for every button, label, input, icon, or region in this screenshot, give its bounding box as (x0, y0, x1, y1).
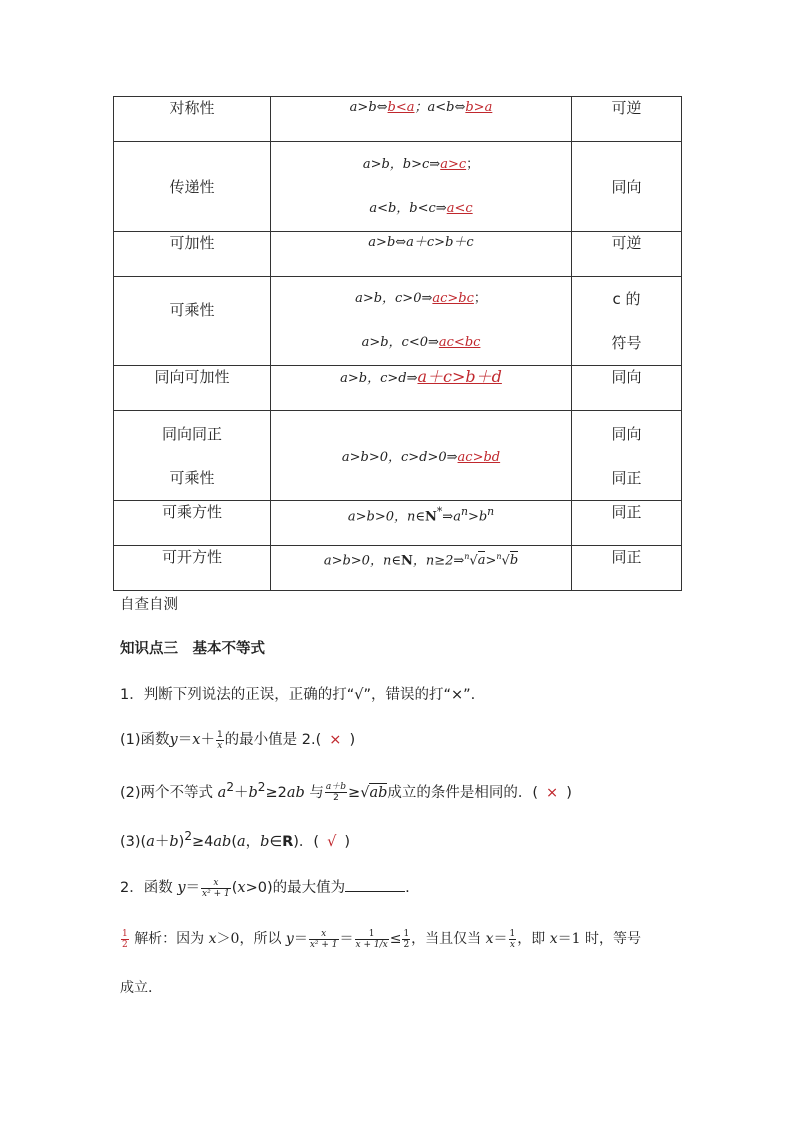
property-name: 可开方性 (114, 546, 271, 591)
answer-mark: × (546, 784, 559, 801)
question-1-item-1: (1)函数y＝x＋ $\frac{1}{x}$ 的最小值是 2.( × ) (120, 729, 356, 751)
property-name: 可乘性 (114, 277, 271, 366)
table-row (114, 546, 682, 591)
property-rule: a>b，b>c⇒a>c； a<b，b<c⇒a<c (271, 142, 572, 232)
property-direction: c 的 符号 (572, 277, 682, 366)
property-name: 传递性 (114, 142, 271, 232)
table-row (114, 411, 682, 501)
table-row (114, 366, 682, 411)
table-row (114, 142, 682, 232)
property-direction: 同向 (572, 366, 682, 411)
answer-mark: √ (327, 833, 337, 850)
property-direction: 同向 同正 (572, 411, 682, 501)
property-rule: a>b>0，n∈N，n≥2⇒$^n$√a>$^n$√b (271, 546, 572, 591)
property-rule: a>b⇔a＋c>b＋c (271, 232, 572, 277)
inequality-properties-table (113, 96, 682, 591)
solution-line-2: 成立. (120, 980, 153, 996)
property-direction: 同正 (572, 546, 682, 591)
question-2: 2．函数 y＝ $\frac{x}{\text{x² + 1}}$ (x>0)的最大值为 . (120, 877, 410, 899)
property-direction: 可逆 (572, 232, 682, 277)
answer-mark: × (329, 732, 342, 748)
table-row (114, 277, 682, 366)
property-rule: a>b，c>d⇒a＋c>b＋d (271, 366, 572, 411)
property-rule: a>b⇔b<a；a<b⇔b>a (271, 97, 572, 142)
table-row (114, 232, 682, 277)
solution-line-1: $\frac{1}{2}$ 解析：因为 x＞0，所以 y＝ $\frac{x}{\text{x² + 1}}$ ＝ $\frac{1}{x + 1/x}$ ≤ $\frac{1}{2}$ ，当且仅当 x＝ $\frac{1}{x}$ ，即 x＝1 时，等号 (122, 928, 641, 950)
property-direction: 可逆 (572, 97, 682, 142)
question-1-item-2: (2)两个不等式 $a^2+b^2\ge 2ab$ 与 $\frac{a+b}{2}$ ≥√ab成立的条件是相同的．( × ) (120, 780, 572, 804)
property-direction: 同正 (572, 501, 682, 546)
table-row (114, 501, 682, 546)
property-name: 同向同正 可乘性 (114, 411, 271, 501)
question-1-stem: 1．判断下列说法的正误，正确的打“√”，错误的打“×”. (120, 687, 476, 703)
property-direction: 同向 (572, 142, 682, 232)
property-rule: a>b>0，c>d>0⇒ac>bd (271, 411, 572, 501)
property-name: 同向可加性 (114, 366, 271, 411)
question-1-item-3: $(3)(a+b)^2\ge 4ab(a$，b∈R)．( √ ) (120, 829, 351, 850)
property-name: 对称性 (114, 97, 271, 142)
answer-blank (345, 877, 405, 892)
property-name: 可乘方性 (114, 501, 271, 546)
answer-fraction: $\frac{1}{2}$ (122, 928, 128, 950)
property-name: 可加性 (114, 232, 271, 277)
property-rule: a>b，c>0⇒ac>bc； a>b，c<0⇒ac<bc (271, 277, 572, 366)
self-check-heading: 自查自测 (120, 597, 178, 613)
table-row (114, 97, 682, 142)
property-rule: a>b>0，$n\in N^*\Rightarrow a^n>b^n$ (271, 501, 572, 546)
section-title: 知识点三 基本不等式 (120, 641, 265, 657)
